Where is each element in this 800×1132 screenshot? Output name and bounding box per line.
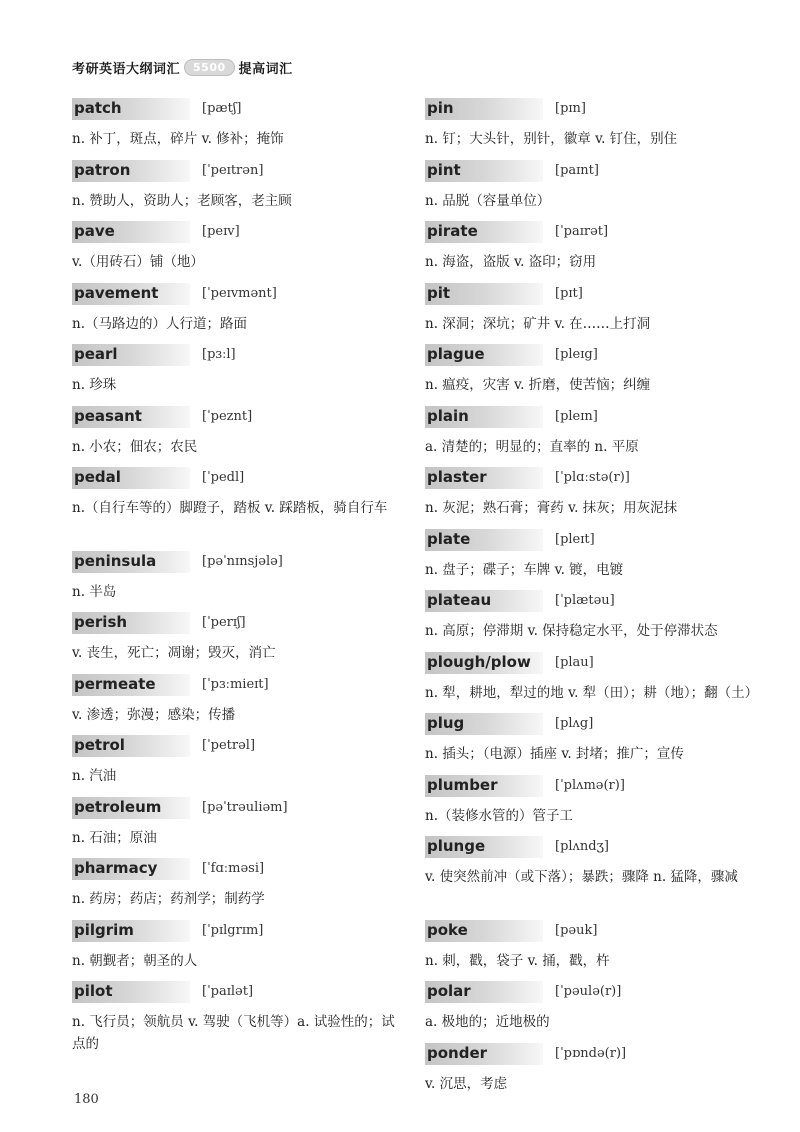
phonetic: [ˈpaɪlət] [202,984,254,999]
phonetic: [peɪv] [202,224,240,239]
definition: n. 钉；大头针，别针，徽章 v. 钉住，别住 [425,131,678,147]
definition: n. 盘子；碟子；车牌 v. 镀，电镀 [425,561,624,578]
headword: petrol [74,736,125,754]
headword: plague [427,345,485,363]
phonetic: [plʌndʒ] [555,839,609,854]
headword: plug [427,714,465,732]
phonetic: [ˈplʌmə(r)] [555,777,625,793]
definition: n. 补丁，斑点，碎片 v. 修补；掩饰 [72,131,284,147]
headword: petroleum [74,797,162,816]
phonetic: [pleɪg] [555,347,598,362]
phonetic: [pleɪn] [555,408,598,424]
vocab-entry [72,674,407,736]
definition: n. 深洞；深坑；矿井 v. 在……上打洞 [425,315,651,332]
headword: pharmacy [74,859,158,877]
header-title-prefix: 考研英语大纲词汇 [72,62,181,77]
definition: v. 使突然前冲（或下落）；暴跌；骤降 n. 猛降，骤减 [425,869,738,885]
headword: plaster [427,468,487,486]
phonetic: [pəˈtrəuliəm] [202,799,288,815]
vocab-entry [72,98,407,160]
phonetic: [ˈpaɪrət] [555,224,609,239]
headword: pearl [74,345,118,363]
headword: pave [74,222,115,240]
page-number: 180 [74,1092,99,1107]
headword: plough/plow [427,652,531,671]
vocab-entry [72,406,407,468]
headword: pit [427,283,451,302]
phonetic: [pɪt] [555,285,583,301]
definition: v. 丧生，死亡；凋谢；毁灭，消亡 [72,645,276,661]
vocab-entry [72,344,407,406]
phonetic: [ˈplɑːstə(r)] [555,470,630,485]
definition: n.（自行车等的）脚蹬子，踏板 v. 踩踏板，骑自行车 [72,500,388,516]
vocab-entry [425,590,760,652]
vocab-entry [72,283,407,345]
vocab-entry [425,344,760,406]
phonetic: [ˈplætəu] [555,593,615,608]
definition: n.（马路边的）人行道；路面 [72,315,247,332]
vocab-entry [425,221,760,283]
vocab-entry [425,406,760,468]
headword: pedal [74,468,121,486]
definition: v. 渗透；弥漫；感染；传播 [72,706,236,723]
header-title-suffix: 提高词汇 [238,62,293,77]
definition: n. 插头；（电源）插座 v. 封堵；推广；宣传 [425,746,684,762]
phonetic: [ˈfɑːməsi] [202,861,265,876]
headword: pint [427,160,461,179]
definition: n. 朝觐者；朝圣的人 [72,952,198,969]
vocab-entry [425,652,760,714]
header-pill: 5500 [184,59,235,76]
right-column [425,98,760,1104]
vocab-entry [72,551,407,613]
vocab-entry [72,858,407,920]
vocab-entry [425,981,760,1043]
vocab-entry [425,160,760,222]
headword: ponder [427,1043,488,1062]
headword: perish [74,613,128,631]
definition: v.（用砖石）铺（地） [72,254,204,270]
headword: plumber [427,775,498,794]
vocab-entry [425,713,760,775]
vocab-entry [425,920,760,982]
vocab-entry [72,612,407,674]
phonetic: [ˈpedl] [202,470,245,485]
vocab-entry [425,1043,760,1105]
vocab-entry [72,735,407,797]
definition: n. 犁，耕地，犁过的地 v. 犁（田）；耕（地）；翻（土） [425,684,759,701]
definition: n. 瘟疫，灾害 v. 折磨，使苦恼；纠缠 [425,377,651,393]
phonetic: [ˈpeɪvmənt] [202,285,277,301]
phonetic: [paɪnt] [555,162,599,178]
vocab-entry [425,836,760,920]
phonetic: [pəˈnɪnsjələ] [202,553,283,569]
headword: pavement [74,283,159,302]
phonetic: [ˈpeɪtrən] [202,162,264,178]
phonetic: [ˈpetrəl] [202,738,256,753]
headword: pilot [74,982,113,1000]
phonetic: [pɪn] [555,101,586,116]
headword: plunge [427,837,486,855]
phonetic: [ˈpeznt] [202,408,253,424]
phonetic: [ˈpɪlgrɪm] [202,922,264,938]
definition: v. 沉思，考虑 [425,1075,508,1092]
headword: peasant [74,406,142,425]
definition: n. 刺，戳，袋子 v. 捅，戳，杵 [425,952,610,969]
definition: n. 汽油 [72,768,117,784]
definition: a. 清楚的；明显的；直率的 n. 平原 [425,438,639,455]
phonetic: [pætʃ] [202,101,242,116]
definition: n. 赞助人，资助人；老顾客，老主顾 [72,192,292,209]
vocab-entry [425,98,760,160]
definition: n. 高原；停滞期 v. 保持稳定水平，处于停滞状态 [425,623,718,639]
headword: patron [74,160,131,179]
headword: plain [427,406,469,425]
definition: n. 半岛 [72,583,117,600]
headword: pilgrim [74,920,134,939]
phonetic: [pəuk] [555,922,598,938]
running-header [72,58,293,77]
vocab-entry [425,775,760,837]
definition: n. 海盗，盗版 v. 盗印；窃用 [425,254,597,270]
headword: plateau [427,591,492,609]
definition: n. 珍珠 [72,377,117,393]
vocab-entry [72,981,407,1065]
headword: plate [427,529,471,548]
phonetic: [ˈperɪʃ] [202,615,246,630]
definition: n.（装修水管的）管子工 [425,807,573,824]
definition: n. 灰泥；熟石膏；膏药 v. 抹灰；用灰泥抹 [425,500,678,516]
headword: polar [427,982,471,1000]
vocab-entry [72,797,407,859]
left-column [72,98,407,1065]
vocab-entry [72,920,407,982]
headword: permeate [74,674,156,693]
phonetic: [plau] [555,654,594,670]
vocab-entry [72,221,407,283]
phonetic: [pleɪt] [555,531,595,547]
headword: pin [427,99,454,117]
definition: n. 品脱（容量单位） [425,192,551,209]
definition: n. 石油；原油 [72,829,157,846]
vocab-entry [425,467,760,529]
vocab-entry [425,283,760,345]
phonetic: [ˈpəulə(r)] [555,984,622,999]
phonetic: [ˈpɜːmieɪt] [202,676,269,692]
definition: n. 飞行员；领航员 v. 驾驶（飞机等）a. 试验性的；试点的 [72,1014,395,1052]
headword: poke [427,920,468,939]
headword: patch [74,99,122,117]
headword: peninsula [74,551,157,570]
phonetic: [ˈpɒndə(r)] [555,1045,627,1061]
vocab-entry [72,160,407,222]
phonetic: [pɜːl] [202,347,236,362]
headword: pirate [427,222,478,240]
vocab-entry [72,467,407,551]
definition: n. 药房；药店；药剂学；制药学 [72,891,265,907]
definition: a. 极地的；近地极的 [425,1014,550,1030]
phonetic: [plʌg] [555,716,594,731]
definition: n. 小农；佃农；农民 [72,438,198,455]
vocab-entry [425,529,760,591]
